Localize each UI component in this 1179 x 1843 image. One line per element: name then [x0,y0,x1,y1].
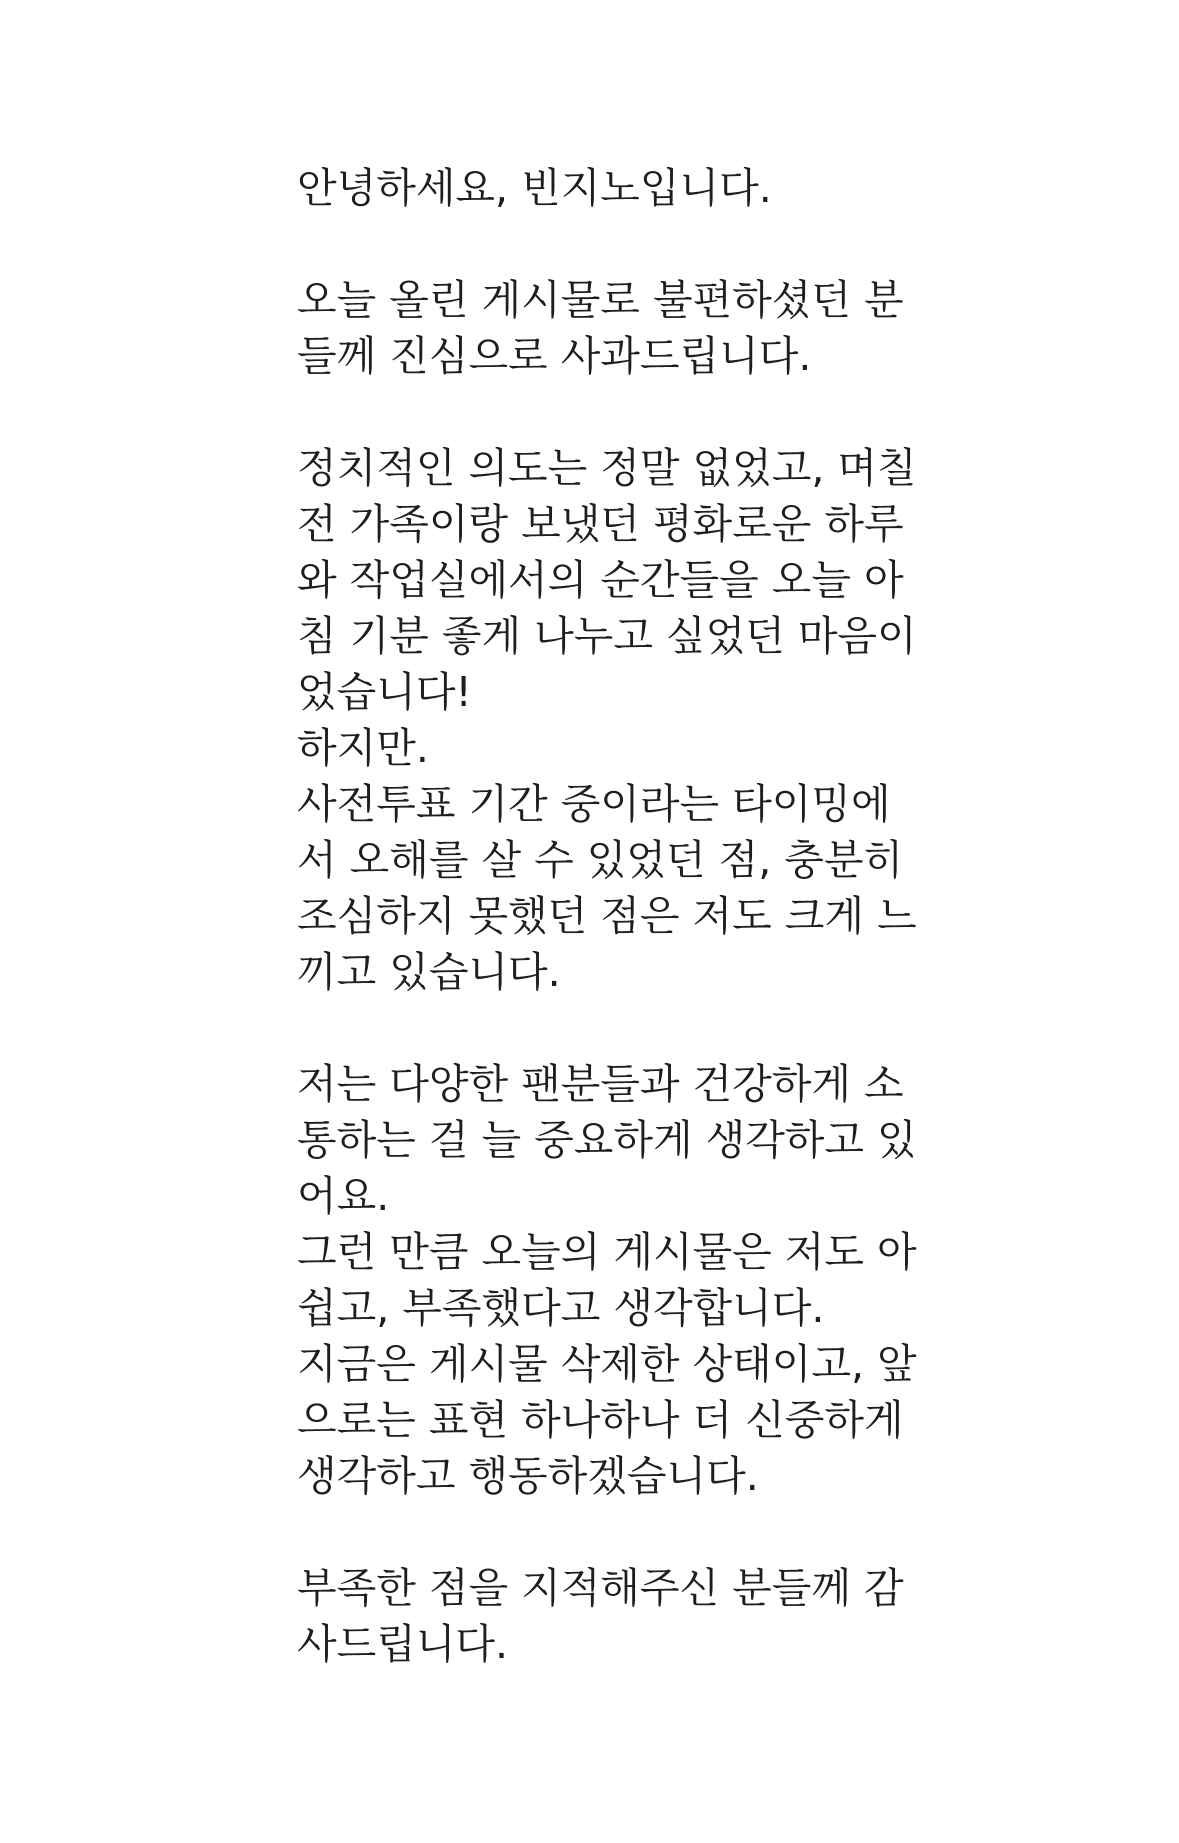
text-line: 지금은 게시물 삭제한 상태이고, 앞 [297,1340,917,1388]
text-line: 었습니다! [297,668,472,716]
statement-text [297,160,917,1672]
text-line: 오늘 올린 게시물로 불편하셨던 분 [297,276,904,324]
blank-line [297,1504,917,1560]
text-line: 부족한 점을 지적해주신 분들께 감 [297,1564,904,1612]
text-line: 사전투표 기간 중이라는 타이밍에 [297,780,891,828]
blank-line [297,1000,917,1056]
text-line: 쉽고, 부족했다고 생각합니다. [297,1284,825,1332]
text-line: 안녕하세요, 빈지노입니다. [297,164,772,212]
text-line: 정치적인 의도는 정말 없었고, 며칠 [297,444,917,492]
text-line: 조심하지 못했던 점은 저도 크게 느 [297,892,917,940]
text-line: 어요. [297,1172,390,1220]
text-line: 들께 진심으로 사과드립니다. [297,332,812,380]
text-line: 통하는 걸 늘 중요하게 생각하고 있 [297,1116,917,1164]
text-line: 서 오해를 살 수 있었던 점, 충분히 [297,836,904,884]
text-line: 하지만. [297,724,429,772]
text-line: 생각하고 행동하겠습니다. [297,1452,759,1500]
blank-line [297,216,917,272]
text-line: 그런 만큼 오늘의 게시물은 저도 아 [297,1228,917,1276]
text-line: 와 작업실에서의 순간들을 오늘 아 [297,556,904,604]
text-line: 침 기분 좋게 나누고 싶었던 마음이 [297,612,917,660]
text-line: 전 가족이랑 보냈던 평화로운 하루 [297,500,904,548]
text-line: 저는 다양한 팬분들과 건강하게 소 [297,1060,904,1108]
blank-line [297,384,917,440]
text-line: 으로는 표현 하나하나 더 신중하게 [297,1396,904,1444]
text-line: 끼고 있습니다. [297,948,561,996]
text-line: 사드립니다. [297,1620,509,1668]
